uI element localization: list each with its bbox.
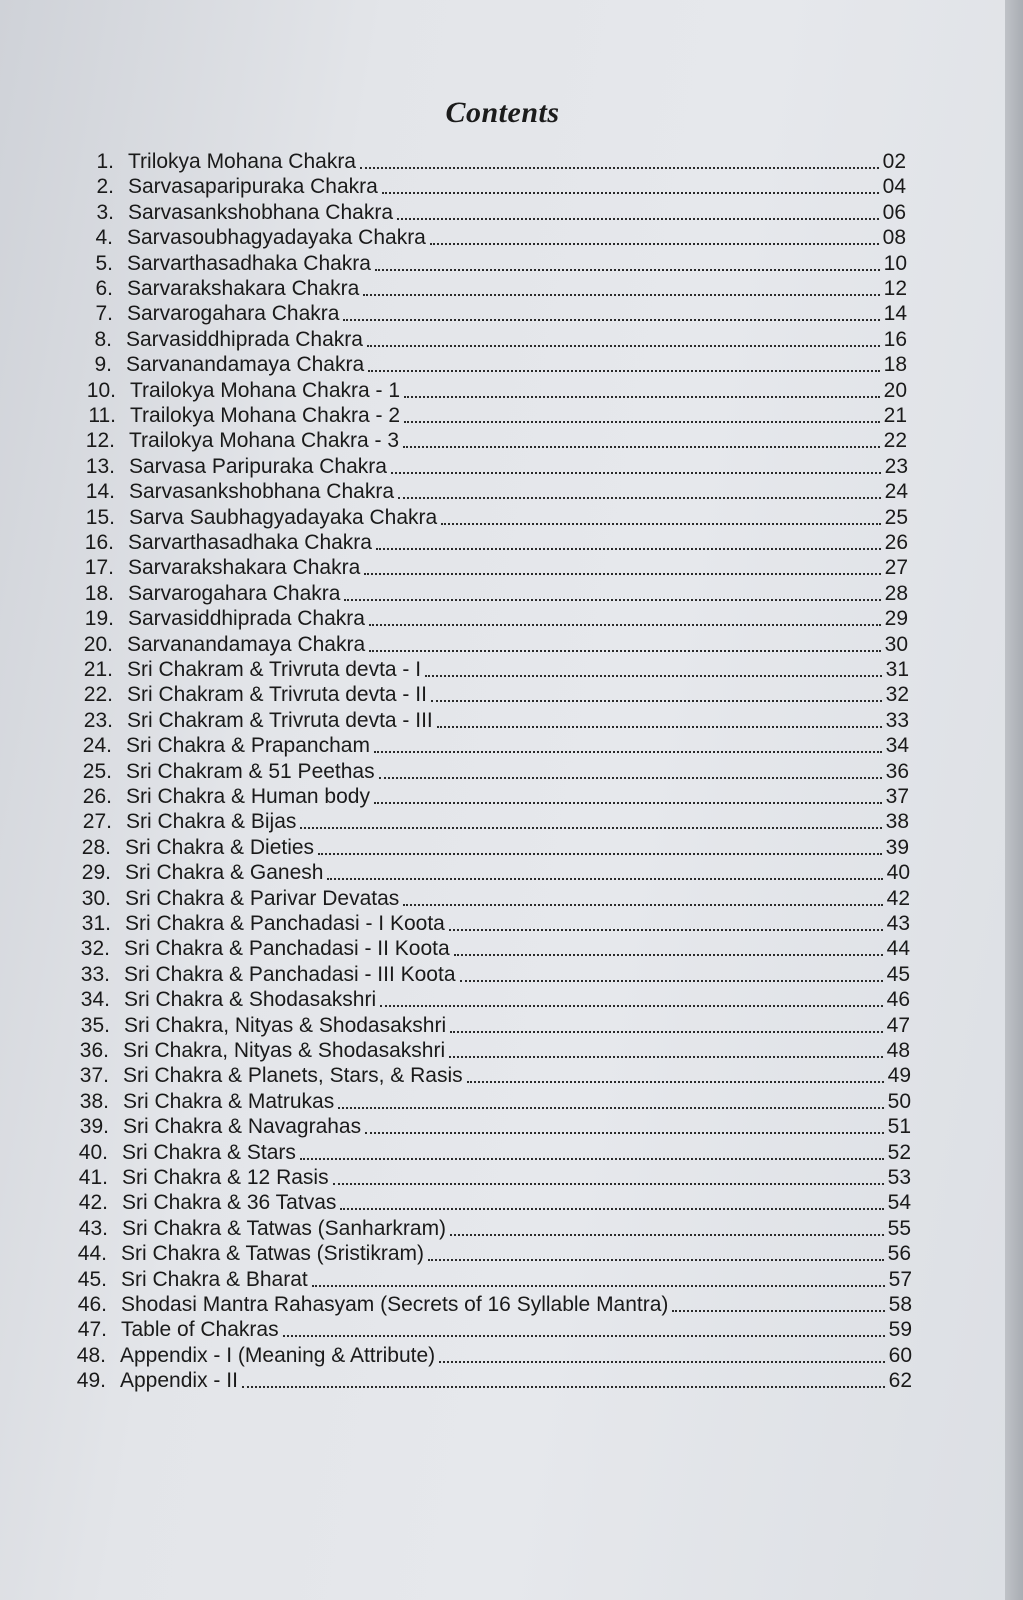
toc-entry-number: 11.	[88, 404, 116, 427]
toc-entry-number: 46.	[77, 1293, 107, 1316]
toc-entry	[70, 808, 909, 834]
toc-entry-title: Sarvarakshakara Chakra	[128, 556, 361, 579]
toc-entry-number: 19.	[84, 607, 114, 630]
toc-dot-leader	[449, 1055, 883, 1058]
toc-entry-title: Sri Chakra & Bijas	[126, 810, 297, 833]
toc-entry-number: 42.	[78, 1191, 108, 1214]
toc-entry-number: 22.	[83, 683, 113, 706]
toc-entry-page: 32	[885, 683, 909, 706]
toc-entry-title: Sarvasiddhiprada Chakra	[126, 328, 363, 351]
toc-entry-page: 46	[886, 988, 910, 1011]
toc-entry-number: 18.	[84, 582, 114, 605]
toc-entry-page: 30	[884, 633, 908, 656]
toc-entry	[69, 910, 910, 936]
toc-entry-title: Sarvasiddhiprada Chakra	[128, 607, 365, 630]
toc-entry-number: 28.	[81, 836, 111, 859]
toc-dot-leader	[368, 369, 880, 372]
toc-dot-leader	[338, 1106, 883, 1109]
toc-entry	[72, 605, 908, 631]
toc-entry-number: 33.	[80, 963, 110, 986]
toc-entry-title: Sri Chakra & Tatwas (Sanharkram)	[122, 1217, 447, 1240]
toc-entry-page: 08	[882, 226, 906, 249]
toc-entry-number: 7.	[95, 302, 113, 325]
toc-entry-page: 29	[884, 607, 908, 630]
toc-entry-number: 5.	[95, 252, 113, 275]
toc-entry	[67, 1037, 910, 1063]
toc-dot-leader	[340, 1207, 883, 1210]
toc-entry-number: 6.	[95, 277, 113, 300]
toc-entry-page: 60	[888, 1344, 912, 1367]
toc-entry-number: 34.	[80, 988, 110, 1011]
toc-entry-number: 13.	[85, 455, 115, 478]
toc-entry	[76, 199, 906, 225]
toc-dot-leader	[382, 191, 879, 194]
toc-entry-title: Sri Chakram & Trivruta devta - I	[127, 658, 422, 681]
toc-entry-title: Sarvasankshobhana Chakra	[129, 480, 395, 503]
toc-entry-page: 36	[885, 760, 909, 783]
toc-dot-leader	[375, 268, 880, 271]
toc-entry-number: 41.	[78, 1166, 108, 1189]
toc-entry	[68, 961, 910, 987]
toc-entry	[73, 453, 908, 479]
toc-entry-number: 15.	[85, 506, 115, 529]
toc-entry-number: 40.	[78, 1141, 108, 1164]
toc-dot-leader	[397, 217, 879, 220]
toc-entry-title: Sarvanandamaya Chakra	[126, 353, 365, 376]
toc-entry	[74, 326, 907, 352]
toc-dot-leader	[454, 953, 883, 956]
toc-entry-page: 26	[884, 531, 908, 554]
toc-dot-leader	[344, 598, 880, 601]
toc-entry	[66, 1215, 911, 1241]
toc-entry	[74, 402, 907, 428]
toc-entry-page: 44	[886, 937, 910, 960]
toc-entry-page: 55	[887, 1217, 911, 1240]
toc-entry	[70, 758, 909, 784]
toc-entry	[72, 554, 908, 580]
toc-entry	[76, 148, 906, 174]
toc-entry-page: 40	[886, 861, 910, 884]
toc-entry-number: 20.	[83, 633, 113, 656]
toc-entry-title: Sri Chakra, Nityas & Shodasakshri	[123, 1039, 446, 1062]
toc-entry-number: 25.	[82, 760, 112, 783]
toc-entry	[74, 377, 907, 403]
toc-entry-page: 04	[882, 175, 906, 198]
toc-entry-page: 57	[888, 1268, 912, 1291]
toc-entry	[75, 250, 907, 276]
toc-dot-leader	[367, 344, 880, 347]
toc-entry-number: 29.	[81, 861, 111, 884]
toc-entry-number: 26.	[82, 785, 112, 808]
toc-entry-number: 48.	[76, 1344, 106, 1367]
toc-entry-page: 43	[886, 912, 910, 935]
toc-entry-title: Sri Chakra & 12 Rasis	[122, 1166, 329, 1189]
toc-entry-title: Trailokya Mohana Chakra - 2	[130, 404, 401, 427]
toc-dot-leader	[460, 979, 883, 982]
toc-entry-page: 02	[882, 150, 906, 173]
toc-entry-title: Sri Chakra & Panchadasi - III Koota	[124, 963, 456, 986]
toc-dot-leader	[364, 572, 880, 575]
toc-entry	[73, 427, 907, 453]
toc-entry-page: 24	[884, 480, 908, 503]
toc-entry-number: 35.	[80, 1014, 110, 1037]
toc-entry-number: 10.	[86, 379, 116, 402]
toc-entry-page: 16	[883, 328, 907, 351]
page-title: Contents	[445, 96, 560, 129]
toc-entry-page: 59	[888, 1318, 912, 1341]
toc-entry-number: 3.	[96, 201, 114, 224]
toc-dot-leader	[376, 547, 881, 550]
toc-entry-title: Sri Chakra & Navagrahas	[123, 1115, 362, 1138]
toc-entry-page: 37	[885, 785, 909, 808]
toc-entry	[65, 1316, 912, 1342]
toc-entry-title: Sarvarakshakara Chakra	[127, 277, 360, 300]
toc-entry-page: 18	[883, 353, 907, 376]
toc-dot-leader	[430, 242, 879, 245]
toc-entry-title: Sri Chakram & 51 Peethas	[126, 760, 375, 783]
toc-dot-leader	[360, 166, 879, 169]
toc-entry-title: Sarvasaparipuraka Chakra	[128, 175, 378, 198]
toc-entry-page: 25	[884, 506, 908, 529]
toc-entry	[65, 1266, 912, 1292]
toc-dot-leader	[369, 649, 881, 652]
toc-entry-number: 23.	[83, 709, 113, 732]
toc-entry-title: Sarvarogahara Chakra	[127, 302, 340, 325]
toc-entry-number: 37.	[79, 1064, 109, 1087]
toc-entry	[66, 1189, 911, 1215]
toc-entry-title: Appendix - II	[120, 1369, 238, 1392]
toc-entry	[64, 1367, 912, 1393]
toc-entry-page: 56	[887, 1242, 911, 1265]
toc-entry-number: 44.	[77, 1242, 107, 1265]
toc-entry-title: Sarvarthasadhaka Chakra	[127, 252, 371, 275]
toc-entry	[67, 1113, 911, 1139]
toc-dot-leader	[300, 1157, 884, 1160]
toc-entry-number: 12.	[85, 429, 115, 452]
toc-entry-title: Sri Chakra & Panchadasi - I Koota	[125, 912, 445, 935]
toc-entry-title: Sri Chakra & Tatwas (Sristikram)	[121, 1242, 425, 1265]
toc-entry	[71, 656, 909, 682]
toc-dot-leader	[403, 903, 882, 906]
toc-dot-leader	[363, 293, 879, 296]
toc-entry-number: 32.	[80, 937, 110, 960]
toc-entry	[75, 275, 907, 301]
toc-entry-title: Sri Chakra & Bharat	[121, 1268, 308, 1291]
toc-entry-title: Sri Chakra & Planets, Stars, & Rasis	[123, 1064, 463, 1087]
toc-entry-title: Sri Chakra & Human body	[126, 785, 370, 808]
toc-entry-number: 17.	[84, 556, 114, 579]
toc-entry	[71, 631, 908, 657]
toc-dot-leader	[318, 852, 882, 855]
toc-entry-page: 22	[883, 429, 907, 452]
toc-entry-title: Sarvasa Paripuraka Chakra	[129, 455, 387, 478]
toc-dot-leader	[437, 725, 882, 728]
toc-entry-number: 31.	[81, 912, 111, 935]
toc-entry-title: Sri Chakra & 36 Tatvas	[122, 1191, 337, 1214]
toc-dot-leader	[312, 1284, 885, 1287]
toc-dot-leader	[333, 1182, 884, 1185]
toc-dot-leader	[425, 674, 882, 677]
toc-dot-leader	[379, 776, 882, 779]
toc-dot-leader	[450, 1030, 883, 1033]
toc-entry-title: Sarvanandamaya Chakra	[127, 633, 366, 656]
toc-entry	[72, 580, 908, 606]
toc-dot-leader	[343, 318, 879, 321]
toc-dot-leader	[450, 1233, 884, 1236]
toc-entry-page: 27	[884, 556, 908, 579]
toc-entry-title: Appendix - I (Meaning & Attribute)	[120, 1344, 436, 1367]
toc-dot-leader	[327, 877, 882, 880]
toc-entry-page: 42	[886, 887, 910, 910]
toc-entry-page: 14	[883, 302, 907, 325]
toc-entry	[69, 859, 910, 885]
toc-entry	[68, 986, 910, 1012]
toc-entry	[75, 300, 907, 326]
toc-entry	[65, 1240, 911, 1266]
toc-entry-page: 10	[883, 252, 907, 275]
toc-dot-leader	[431, 699, 882, 702]
toc-entry-page: 49	[887, 1064, 911, 1087]
toc-entry-title: Sri Chakra & Stars	[122, 1141, 296, 1164]
toc-entry-title: Sarvarogahara Chakra	[128, 582, 341, 605]
toc-entry-page: 33	[885, 709, 909, 732]
toc-entry-title: Shodasi Mantra Rahasyam (Secrets of 16 Syllable Mantra)	[121, 1293, 669, 1316]
toc-entry-number: 30.	[81, 887, 111, 910]
toc-entry-number: 21.	[83, 658, 113, 681]
toc-entry-page: 50	[887, 1090, 911, 1113]
toc-entry	[75, 224, 906, 250]
toc-entry-number: 2.	[96, 175, 114, 198]
toc-entry-number: 1.	[96, 150, 114, 173]
toc-entry	[74, 351, 907, 377]
toc-entry-title: Sri Chakra & Prapancham	[126, 734, 370, 757]
toc-entry	[70, 783, 909, 809]
toc-entry-page: 21	[883, 404, 907, 427]
toc-entry-page: 34	[885, 734, 909, 757]
toc-dot-leader	[374, 801, 882, 804]
toc-entry-title: Sri Chakram & Trivruta devta - II	[127, 683, 427, 706]
toc-entry	[65, 1291, 912, 1317]
toc-entry-number: 27.	[82, 810, 112, 833]
toc-entry-page: 20	[883, 379, 907, 402]
toc-dot-leader	[369, 623, 881, 626]
toc-entry	[66, 1164, 911, 1190]
toc-dot-leader	[403, 445, 880, 448]
toc-dot-leader	[441, 522, 880, 525]
toc-dot-leader	[283, 1334, 885, 1337]
toc-entry-page: 31	[885, 658, 909, 681]
toc-entry-page: 47	[886, 1014, 910, 1037]
toc-dot-leader	[300, 826, 881, 829]
toc-entry-page: 54	[887, 1191, 911, 1214]
toc-entry-page: 28	[884, 582, 908, 605]
toc-entry-number: 9.	[94, 353, 112, 376]
toc-entry-title: Sri Chakra & Matrukas	[123, 1090, 335, 1113]
page-edge	[1005, 0, 1023, 1600]
toc-entry-page: 52	[887, 1141, 911, 1164]
toc-entry-page: 12	[883, 277, 907, 300]
toc-entry-page: 39	[885, 836, 909, 859]
toc-entry-page: 62	[888, 1369, 912, 1392]
toc-entry-page: 06	[882, 201, 906, 224]
toc-entry-number: 4.	[95, 226, 113, 249]
toc-entry	[70, 732, 909, 758]
toc-entry	[73, 504, 908, 530]
toc-entry-title: Sri Chakra, Nityas & Shodasakshri	[124, 1014, 447, 1037]
toc-dot-leader	[380, 1004, 883, 1007]
toc-entry-page: 51	[887, 1115, 911, 1138]
toc-entry	[68, 1012, 910, 1038]
toc-entry	[68, 935, 910, 961]
toc-dot-leader	[391, 471, 881, 474]
toc-dot-leader	[242, 1385, 885, 1388]
toc-entry-title: Table of Chakras	[121, 1318, 279, 1341]
toc-entry-title: Sri Chakra & Dieties	[125, 836, 315, 859]
toc-entry-number: 43.	[78, 1217, 108, 1240]
toc-entry-title: Sarvasankshobhana Chakra	[128, 201, 394, 224]
toc-entry	[67, 1062, 911, 1088]
toc-entry-page: 58	[888, 1293, 912, 1316]
toc-entry	[71, 707, 909, 733]
toc-dot-leader	[404, 420, 880, 423]
toc-entry-number: 14.	[85, 480, 115, 503]
toc-entry-title: Trailokya Mohana Chakra - 3	[129, 429, 400, 452]
toc-dot-leader	[467, 1080, 884, 1083]
toc-entry-title: Sri Chakra & Panchadasi - II Koota	[124, 937, 450, 960]
toc-dot-leader	[404, 395, 880, 398]
toc-entry	[66, 1139, 911, 1165]
toc-dot-leader	[428, 1258, 884, 1261]
toc-entry-number: 38.	[79, 1090, 109, 1113]
toc-entry-number: 36.	[79, 1039, 109, 1062]
toc-dot-leader	[398, 496, 881, 499]
toc-entry	[67, 1088, 911, 1114]
toc-entry	[76, 173, 906, 199]
toc-entry-page: 23	[884, 455, 908, 478]
toc-entry-title: Trailokya Mohana Chakra - 1	[130, 379, 401, 402]
toc-entry-number: 47.	[77, 1318, 107, 1341]
toc-entry	[64, 1342, 912, 1368]
toc-entry	[72, 529, 908, 555]
toc-dot-leader	[374, 750, 882, 753]
toc-entry-title: Trilokya Mohana Chakra	[128, 150, 356, 173]
toc-entry-page: 53	[887, 1166, 911, 1189]
toc-entry	[69, 885, 910, 911]
toc-dot-leader	[365, 1131, 884, 1134]
toc-entry-title: Sri Chakram & Trivruta devta - III	[127, 709, 433, 732]
toc-entry-number: 24.	[82, 734, 112, 757]
toc-entry-number: 8.	[94, 328, 112, 351]
toc-entry-number: 45.	[77, 1268, 107, 1291]
toc-entry-title: Sri Chakra & Parivar Devatas	[125, 887, 400, 910]
toc-entry-number: 49.	[76, 1369, 106, 1392]
toc-entry	[71, 681, 909, 707]
toc-entry-number: 16.	[84, 531, 114, 554]
toc-entry-title: Sarvasoubhagyadayaka Chakra	[127, 226, 426, 249]
toc-entry	[73, 478, 908, 504]
toc-entry-page: 48	[886, 1039, 910, 1062]
toc-entry-title: Sri Chakra & Shodasakshri	[124, 988, 377, 1011]
toc-entry-title: Sarvarthasadhaka Chakra	[128, 531, 372, 554]
toc-entry-title: Sarva Saubhagyadayaka Chakra	[129, 506, 438, 529]
toc-entry-page: 45	[886, 963, 910, 986]
toc-entry-number: 39.	[79, 1115, 109, 1138]
toc-dot-leader	[439, 1360, 884, 1363]
toc-entry-title: Sri Chakra & Ganesh	[125, 861, 324, 884]
toc-dot-leader	[449, 928, 883, 931]
toc-entry-page: 38	[885, 810, 909, 833]
toc-dot-leader	[672, 1309, 884, 1312]
toc-entry	[69, 834, 909, 860]
